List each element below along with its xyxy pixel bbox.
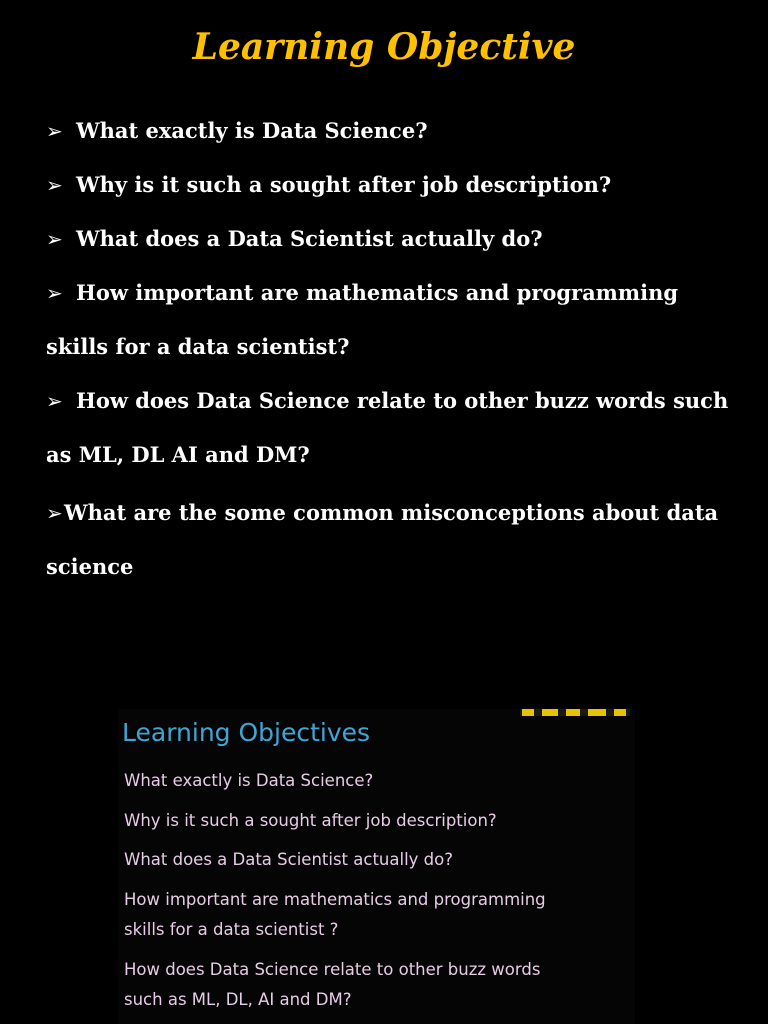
bullet-item <box>46 104 756 158</box>
slide-title: Learning Objective <box>192 26 576 68</box>
bullet-text: What are the some common misconceptions about data <box>64 500 719 525</box>
arrow-bullet-icon: ➢ <box>46 281 63 305</box>
bullet-text: Why is it such a sought after job description? <box>76 172 612 197</box>
inset-slide-image <box>118 709 635 1024</box>
bullet-text-continuation: as ML, DL AI and DM? <box>46 442 310 467</box>
bullet-text: What exactly is Data Science? <box>76 118 428 143</box>
arrow-bullet-icon: ➢ <box>46 227 63 251</box>
bullet-text: How does Data Science relate to other buzz words such <box>76 388 729 413</box>
inset-line: skills for a data scientist ? <box>124 920 339 939</box>
bullet-item <box>46 374 756 482</box>
bullet-text-continuation: science <box>46 554 134 578</box>
inset-title: Learning Objectives <box>122 718 371 747</box>
bullet-item <box>46 212 756 266</box>
arrow-bullet-icon: ➢ <box>46 173 63 197</box>
inset-line: What exactly is Data Science? <box>124 771 374 790</box>
bullet-list <box>46 104 756 578</box>
bullet-text: How important are mathematics and programming <box>76 280 679 305</box>
inset-top-strip <box>520 709 630 716</box>
inset-line: such as ML, DL, AI and DM? <box>124 990 352 1009</box>
arrow-bullet-icon: ➢ <box>46 119 63 143</box>
bullet-text: What does a Data Scientist actually do? <box>76 226 543 251</box>
inset-line: How does Data Science relate to other buzz words <box>124 960 541 979</box>
bullet-item <box>46 486 756 578</box>
bullet-text-continuation: skills for a data scientist? <box>46 334 350 359</box>
bullet-item <box>46 266 756 374</box>
arrow-bullet-icon: ➢ <box>46 389 63 413</box>
inset-line: What does a Data Scientist actually do? <box>124 850 453 869</box>
bullet-item <box>46 158 756 212</box>
arrow-bullet-icon: ➢ <box>46 501 63 525</box>
inset-line: Why is it such a sought after job description? <box>124 811 497 830</box>
inset-line: How important are mathematics and programming <box>124 890 546 909</box>
